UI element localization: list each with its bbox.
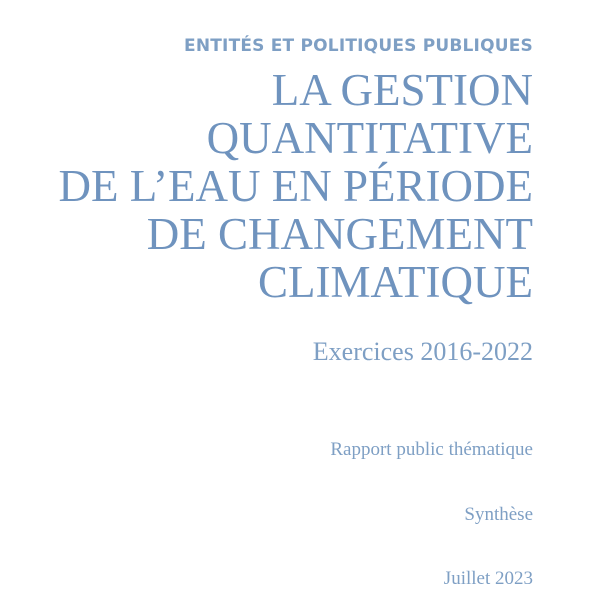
report-title	[58, 66, 533, 306]
period-subtitle: Exercices 2016-2022	[312, 337, 533, 366]
report-type-label: Rapport public thématique	[330, 439, 533, 460]
report-title-line: QUANTITATIVE	[206, 113, 533, 163]
publication-date: Juillet 2023	[443, 568, 533, 589]
report-title-line: LA GESTION	[271, 65, 533, 115]
report-title-line: DE L’EAU EN PÉRIODE	[58, 161, 533, 211]
report-title-line: DE CHANGEMENT	[146, 209, 533, 259]
document-kind-label: Synthèse	[464, 504, 533, 525]
report-title-line: CLIMATIQUE	[258, 257, 533, 307]
section-kicker: ENTITÉS ET POLITIQUES PUBLIQUES	[184, 36, 533, 56]
